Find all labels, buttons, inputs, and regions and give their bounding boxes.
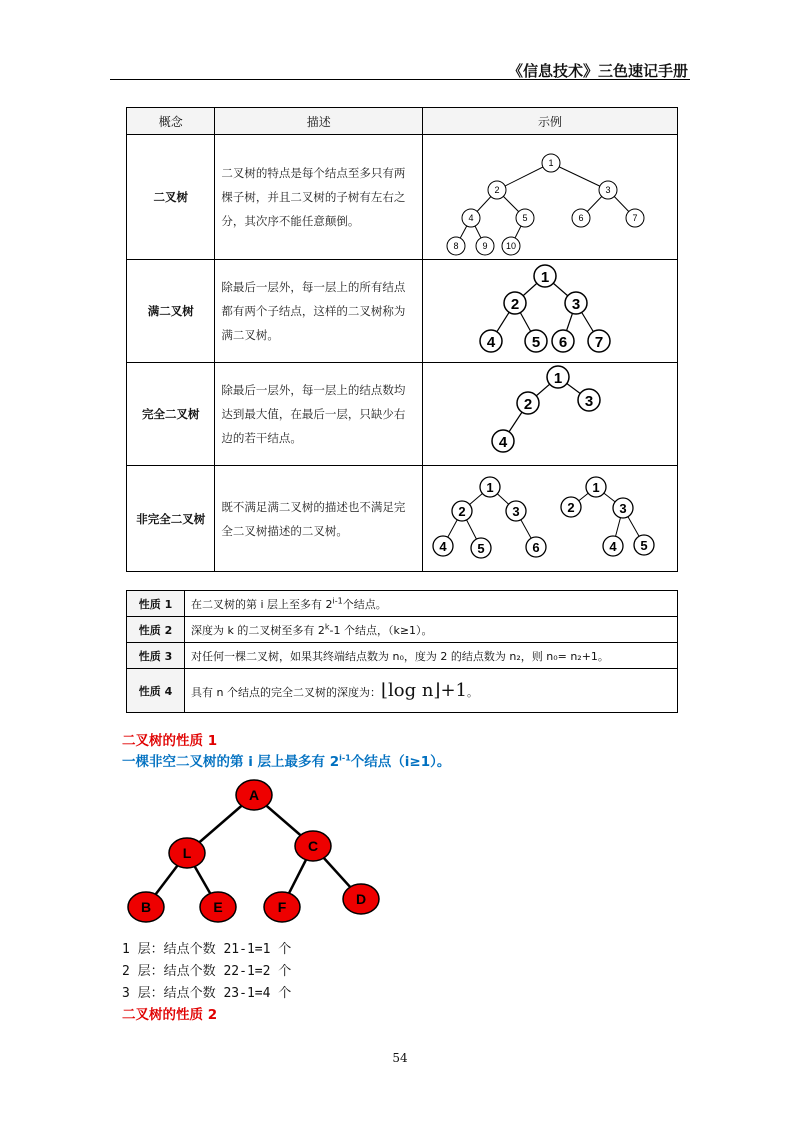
tree-node-label: 5 — [531, 334, 541, 351]
table-row — [127, 669, 678, 713]
example-binary-tree — [422, 135, 677, 260]
concept-name: 非完全二叉树 — [127, 466, 215, 572]
table-row — [127, 135, 678, 260]
property-name: 性质 4 — [127, 669, 185, 713]
tree-node-label: 7 — [632, 213, 638, 223]
header-rule — [110, 79, 690, 80]
concept-table — [126, 107, 678, 572]
concept-name: 完全二叉树 — [127, 363, 215, 466]
level-count-line: 3 层：结点个数 23-1=4 个 — [122, 986, 292, 1001]
tree-diagram-non-complete — [423, 466, 677, 571]
page-number: 54 — [392, 1051, 408, 1065]
tree-node-label: 8 — [453, 241, 459, 251]
table-row — [127, 591, 678, 617]
tree-node-label: F — [277, 899, 287, 915]
tree-node-label: 5 — [522, 213, 528, 223]
level-count-line: 2 层：结点个数 22-1=2 个 — [122, 964, 292, 979]
section-title-property-1: 二叉树的性质 1 — [122, 733, 218, 749]
tree-node-label: 2 — [523, 396, 533, 413]
tree-node-label: 4 — [468, 213, 474, 223]
tree-node-label: 4 — [498, 434, 508, 451]
tree-node-label: B — [140, 899, 152, 915]
example-non-complete-binary-tree — [422, 466, 677, 572]
tree-node-label: 3 — [619, 501, 627, 516]
concept-name: 二叉树 — [127, 135, 215, 260]
property-name: 性质 2 — [127, 617, 185, 643]
concept-description: 除最后一层外，每一层上的所有结点都有两个子结点，这样的二叉树称为满二叉树。 — [215, 260, 423, 363]
tree-node-label: 5 — [477, 541, 485, 556]
property-name: 性质 1 — [127, 591, 185, 617]
tree-node-label: C — [307, 838, 319, 854]
tree-node-label: 6 — [578, 213, 584, 223]
tree-diagram-full — [423, 260, 677, 362]
tree-node-label: 1 — [553, 370, 563, 387]
tree-node-label: 4 — [486, 334, 496, 351]
example-complete-binary-tree — [422, 363, 677, 466]
tree-node-label: 6 — [532, 540, 540, 555]
tree-node-label: E — [213, 899, 223, 915]
column-header-example: 示例 — [422, 108, 677, 135]
table-row — [127, 466, 678, 572]
table-row — [127, 260, 678, 363]
tree-diagram-binary — [423, 135, 677, 259]
table-row — [127, 363, 678, 466]
property-1-statement: 一棵非空二叉树的第 i 层上最多有 2$^{i-1}$个结点（i≥1）。 — [122, 753, 451, 770]
property-text: 对任何一棵二叉树，如果其终端结点数为 n₀，度为 2 的结点数为 n₂，则 n₀= n₂+1。 — [185, 643, 678, 669]
section-title-property-2: 二叉树的性质 2 — [122, 1007, 218, 1023]
tree-node-label: 7 — [594, 334, 604, 351]
tree-node-label: 2 — [510, 296, 520, 313]
tree-node-label: 10 — [505, 241, 516, 251]
property-text: 在二叉树的第 i 层上至多有 2$^{i-1}$个结点。 — [185, 591, 678, 617]
tree-node-label: 4 — [609, 539, 617, 554]
tree-node-label: D — [355, 891, 367, 907]
level-count-line: 1 层：结点个数 21-1=1 个 — [122, 942, 292, 957]
tree-node-label: 1 — [548, 158, 554, 168]
tree-node-label: 9 — [482, 241, 488, 251]
concept-description: 二叉树的特点是每个结点至多只有两棵子树，并且二叉树的子树有左右之分，其次序不能任意颠倒。 — [215, 135, 423, 260]
property-text: 深度为 k 的二叉树至多有 2$^k$-1 个结点，（k≥1）。 — [185, 617, 678, 643]
tree-node-label: 1 — [486, 480, 494, 495]
tree-node-label: L — [182, 845, 192, 861]
tree-node-label: 5 — [640, 538, 648, 553]
table-row — [127, 643, 678, 669]
concept-description: 既不满足满二叉树的描述也不满足完全二叉树描述的二叉树。 — [215, 466, 423, 572]
depth-formula: ⌊log n⌋+1 — [380, 680, 467, 701]
tree-diagram-complete — [423, 363, 677, 465]
property-text: 具有 n 个结点的完全二叉树的深度为：⌊log n⌋+1。 — [185, 669, 678, 713]
tree-node-label: 6 — [558, 334, 568, 351]
tree-node-label: 4 — [439, 539, 447, 554]
tree-node-label: 1 — [540, 269, 550, 286]
tree-node-label: 3 — [571, 296, 581, 313]
property-name: 性质 3 — [127, 643, 185, 669]
lettered-tree-diagram — [120, 775, 390, 935]
tree-node-label: A — [248, 787, 260, 803]
column-header-description: 描述 — [215, 108, 423, 135]
concept-name: 满二叉树 — [127, 260, 215, 363]
tree-node-label: 3 — [512, 504, 520, 519]
tree-node-label: 2 — [494, 185, 500, 195]
tree-node-label: 3 — [605, 185, 611, 195]
concept-table-header — [127, 108, 678, 135]
tree-node-label: 2 — [567, 500, 575, 515]
tree-node-label: 1 — [592, 480, 600, 495]
properties-table — [126, 590, 678, 713]
example-full-binary-tree — [422, 260, 677, 363]
table-row — [127, 617, 678, 643]
tree-node-label: 3 — [584, 393, 594, 410]
header-title: 《信息技术》三色速记手册 — [507, 62, 688, 80]
concept-description: 除最后一层外，每一层上的结点数均达到最大值，在最后一层，只缺少右边的若干结点。 — [215, 363, 423, 466]
tree-node-label: 2 — [458, 504, 466, 519]
column-header-concept: 概念 — [127, 108, 215, 135]
